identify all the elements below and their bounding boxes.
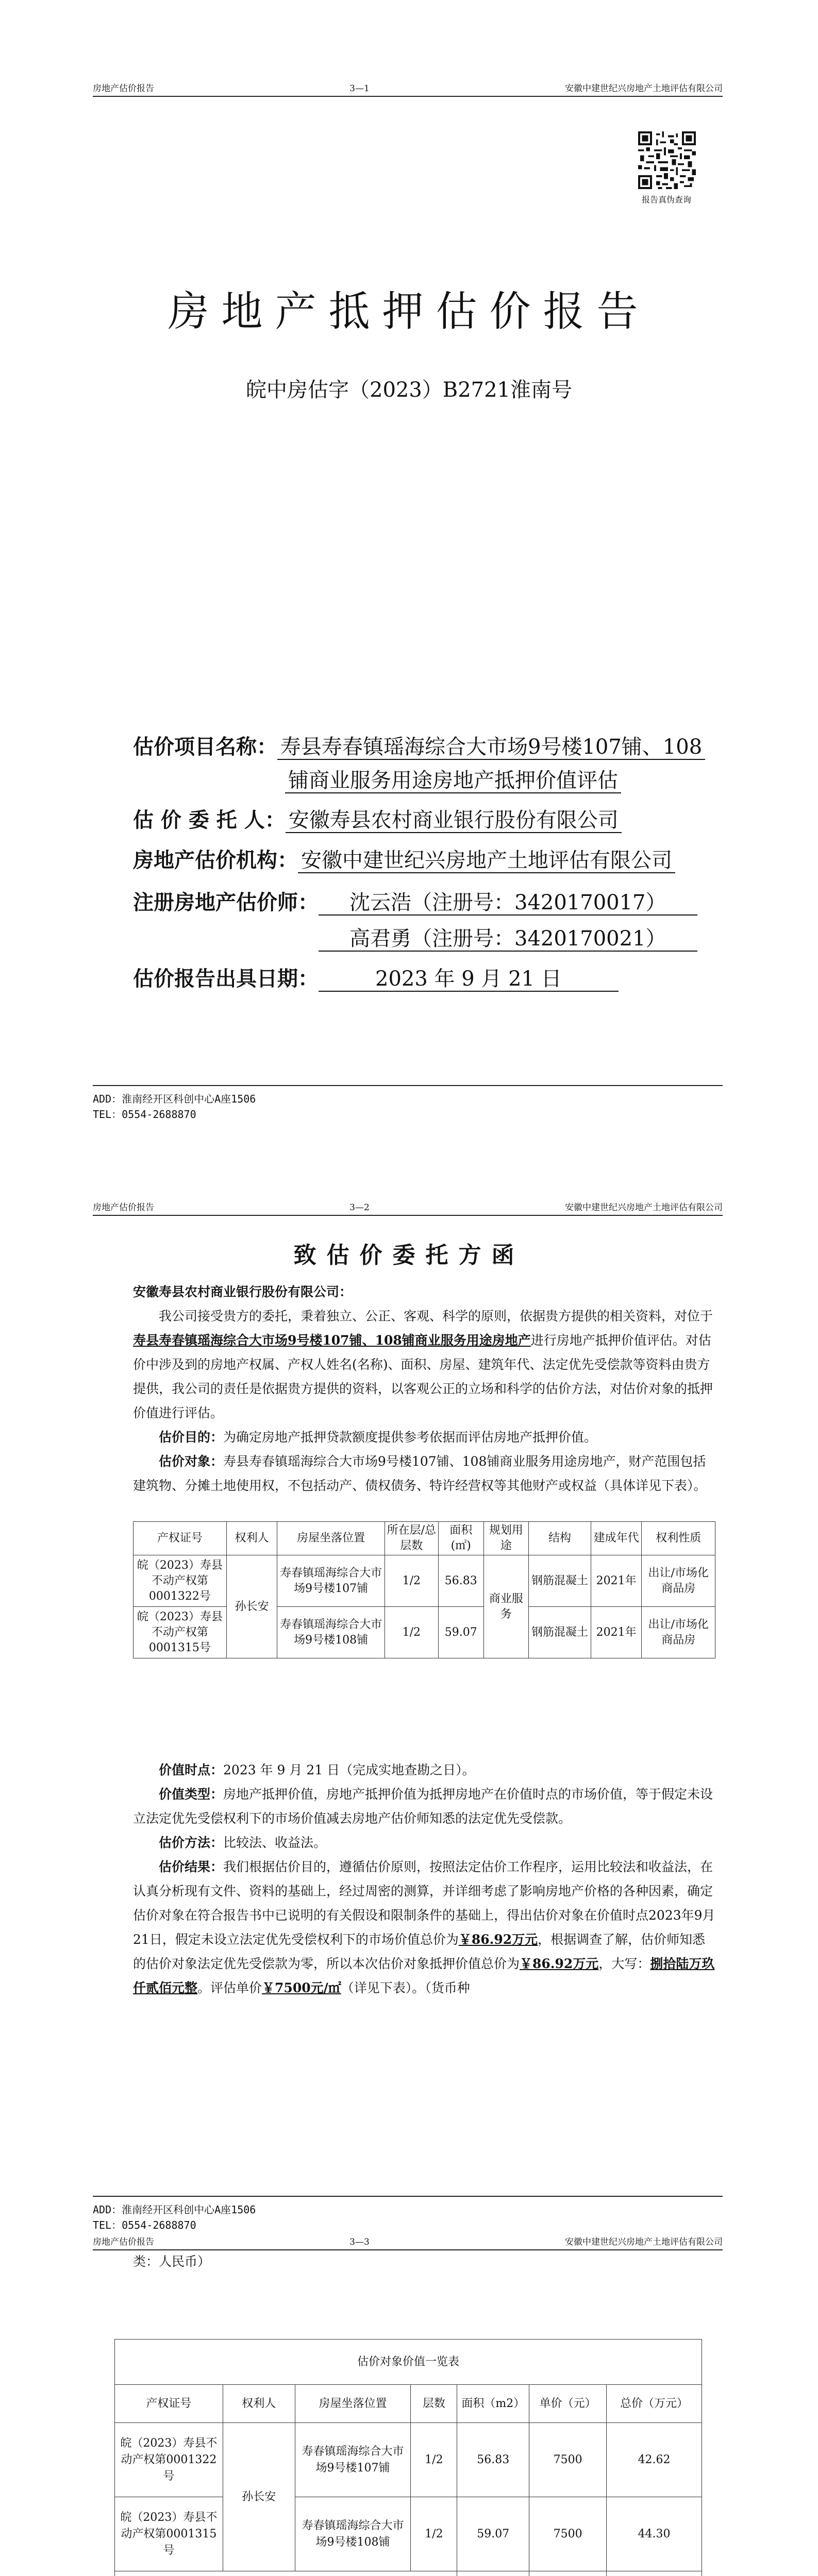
report-title: 房地产抵押估价报告 [168,287,650,335]
sum-label [115,2571,457,2576]
letter-body-2 [133,1758,715,2000]
appraiser-row-2 [319,922,697,952]
appraiser-1: 沈云浩（注册号：3420170017） [319,891,697,916]
date-value: 2023 年 9 月 21 日 [319,967,619,992]
agency-label: 房地产估价机构： [133,848,298,872]
result-para: 估价结果：我们根据估价目的，遵循估价原则，按照法定估价工作程序，运用比较法和收益法，在认真分析现有文件、资料的基础上，经过周密的测算，并详细考虑了影响房地产价格的各种因素，确定估价对象在符合报告书中已说明的有关假设和限制条件的基础上，得出估价对象在价值时点2023年9月21日，假定未设立法定优先受偿权利下的市场价值总价为￥86.92万元，根据调查了解，估价师知悉的估价对象法定优先受偿款为零，所以本次估价对象抵押价值总价为￥86.92万元，大写：捌拾陆万玖仟贰佰元整。评估单价￥7500元/㎡（详见下表）。（货币种 [133,1859,715,1995]
header-page-no: 3—3 [349,2237,370,2247]
header-right: 安徽中建世纪兴房地产土地评估有限公司 [564,83,723,94]
running-footer [93,1085,723,1122]
project-label: 估价项目名称： [133,735,277,759]
header-page-no: 3—2 [349,1202,370,1213]
currency-continued: 类：人民币） [133,2254,211,2269]
table-row: 皖（2023）寿县不动产权第0001322号 孙长安 寿春镇瑶海综合大市场9号楼107铺 1/2 56.83 7500 42.62 [115,2423,702,2497]
qr-code-icon[interactable] [638,131,696,189]
table-row: 皖（2023）寿县不动产权第0001315号 寿春镇瑶海综合大市场9号楼108铺 1/2 59.07 钢筋混凝土 2021年 出让/市场化商品房 [133,1607,715,1658]
letter-page [0,1119,818,2238]
usage-cell: 商业服务 [483,1555,529,1658]
mortgage-value: ￥86.92万元 [520,1956,599,1971]
agency-row [133,844,675,873]
letter-intro: 我公司接受贵方的委托，秉着独立、公正、客观、科学的原则，依据贵方提供的相关资料，对位于寿县寿春镇瑶海综合大市场9号楼107铺、108铺商业服务用途房地产进行房地产抵押价值评估。对估价中涉及到的房地产权属、产权人姓名(名称)、面积、房屋、建筑年代、法定优先受偿款等资料由贵方提供，我公司的责任是依据贵方提供的资料，以客观公正的立场和科学的估价方法，对估价对象的抵押价值进行评估。 [133,1309,713,1420]
qr-caption: 报告真伪查询 [641,195,691,205]
running-footer [93,2196,723,2233]
unit-price: ￥7500元/㎡ [262,1980,341,1995]
sum-price [529,2571,607,2576]
type-para: 价值类型：房地产抵押价值，房地产抵押价值为抵押房地产在价值时点的市场价值，等于假定未设立法定优先受偿权利下的市场价值减去房地产估价师知悉的法定优先受偿款。 [133,1787,713,1826]
table-row: 皖（2023）寿县不动产权第0001322号 孙长安 寿春镇瑶海综合大市场9号楼107铺 1/2 56.83 商业服务 钢筋混凝土 2021年 出让/市场化商品房 [133,1555,715,1607]
owner-cell: 孙长安 [226,1555,277,1658]
footer-tel: TEL：0554-2688870 [93,1108,196,1121]
purpose-para: 估价目的：为确定房地产抵押贷款额度提供参考依据而评估房地产抵押价值。 [159,1430,597,1445]
running-header [93,2233,723,2250]
running-header [93,1198,723,1216]
object-highlight: 寿县寿春镇瑶海综合大市场9号楼107铺、108铺商业服务用途房地产 [133,1333,531,1348]
footer-tel: TEL：0554-2688870 [93,2219,196,2231]
agency-value: 安徽中建世纪兴房地产土地评估有限公司 [298,849,675,873]
letter-title: 致估价委托方函 [293,1242,525,1268]
document-number: 皖中房估字（2023）B2721淮南号 [246,378,572,402]
table-total-row [115,2571,702,2576]
table-title-row [115,2340,702,2385]
object-para: 估价对象：寿县寿春镇瑶海综合大市场9号楼107铺、108铺商业服务用途房地产，财产范围包括建筑物、分摊土地使用权，不包括动产、债权债务、特许经营权等其他财产或权益（具体详见下表）。 [133,1454,707,1493]
client-row [133,804,622,833]
sum-total [607,2571,702,2576]
table-header-row: 产权证号 权利人 房屋坐落位置 所在层/总层数 面积(㎡) 规划用途 结构 建成年代 权利性质 [133,1522,715,1555]
table-header-row: 产权证号 权利人 房屋坐落位置 层数 面积（m2） 单价（元） 总价（万元） [115,2385,702,2423]
project-value-line2: 铺商业服务用途房地产抵押价值评估 [285,769,621,793]
date-row [133,962,619,992]
table-title: 估价对象价值一览表 [115,2340,702,2385]
header-left: 房地产估价报告 [93,1202,154,1213]
sum-area [457,2571,529,2576]
running-header [93,79,723,97]
letter-body [133,1280,715,1498]
footer-address: ADD：淮南经开区科创中心A座1506 [93,1093,256,1105]
project-value-line1: 寿县寿春镇瑶海综合大市场9号楼107铺、108 [277,735,705,760]
header-left: 房地产估价报告 [93,2237,154,2247]
header-right: 安徽中建世纪兴房地产土地评估有限公司 [564,1202,723,1213]
client-label: 估 价 委 托 人： [133,808,286,832]
client-value: 安徽寿县农村商业银行股份有限公司 [286,808,622,833]
table-row: 皖（2023）寿县不动产权第0001315号 寿春镇瑶海综合大市场9号楼108铺 1/2 59.07 7500 44.30 [115,2497,702,2571]
header-page-no: 3—1 [349,83,370,94]
value-in-words: 捌拾陆万玖仟贰佰元整 [133,1956,715,1995]
market-value: ￥86.92万元 [458,1932,538,1947]
addressee: 安徽寿县农村商业银行股份有限公司： [133,1284,353,1299]
valuation-summary-table [114,2339,702,2576]
appraiser-row [133,886,697,916]
appraiser-2: 高君勇（注册号：3420170021） [319,927,697,952]
header-left: 房地产估价报告 [93,83,154,94]
method-para: 估价方法：比较法、收益法。 [159,1835,327,1850]
time-para: 价值时点：2023 年 9 月 21 日（完成实地查勘之日）。 [159,1762,475,1777]
cover-page [0,0,818,1119]
appraiser-label: 注册房地产估价师： [133,890,319,914]
date-label: 估价报告出具日期： [133,967,319,991]
project-name-row-2 [285,764,621,793]
owner-cell: 孙长安 [223,2423,295,2571]
project-name-row [133,731,705,760]
property-table [133,1521,715,1658]
header-right: 安徽中建世纪兴房地产土地评估有限公司 [564,2237,723,2247]
footer-address: ADD：淮南经开区科创中心A座1506 [93,2204,256,2216]
